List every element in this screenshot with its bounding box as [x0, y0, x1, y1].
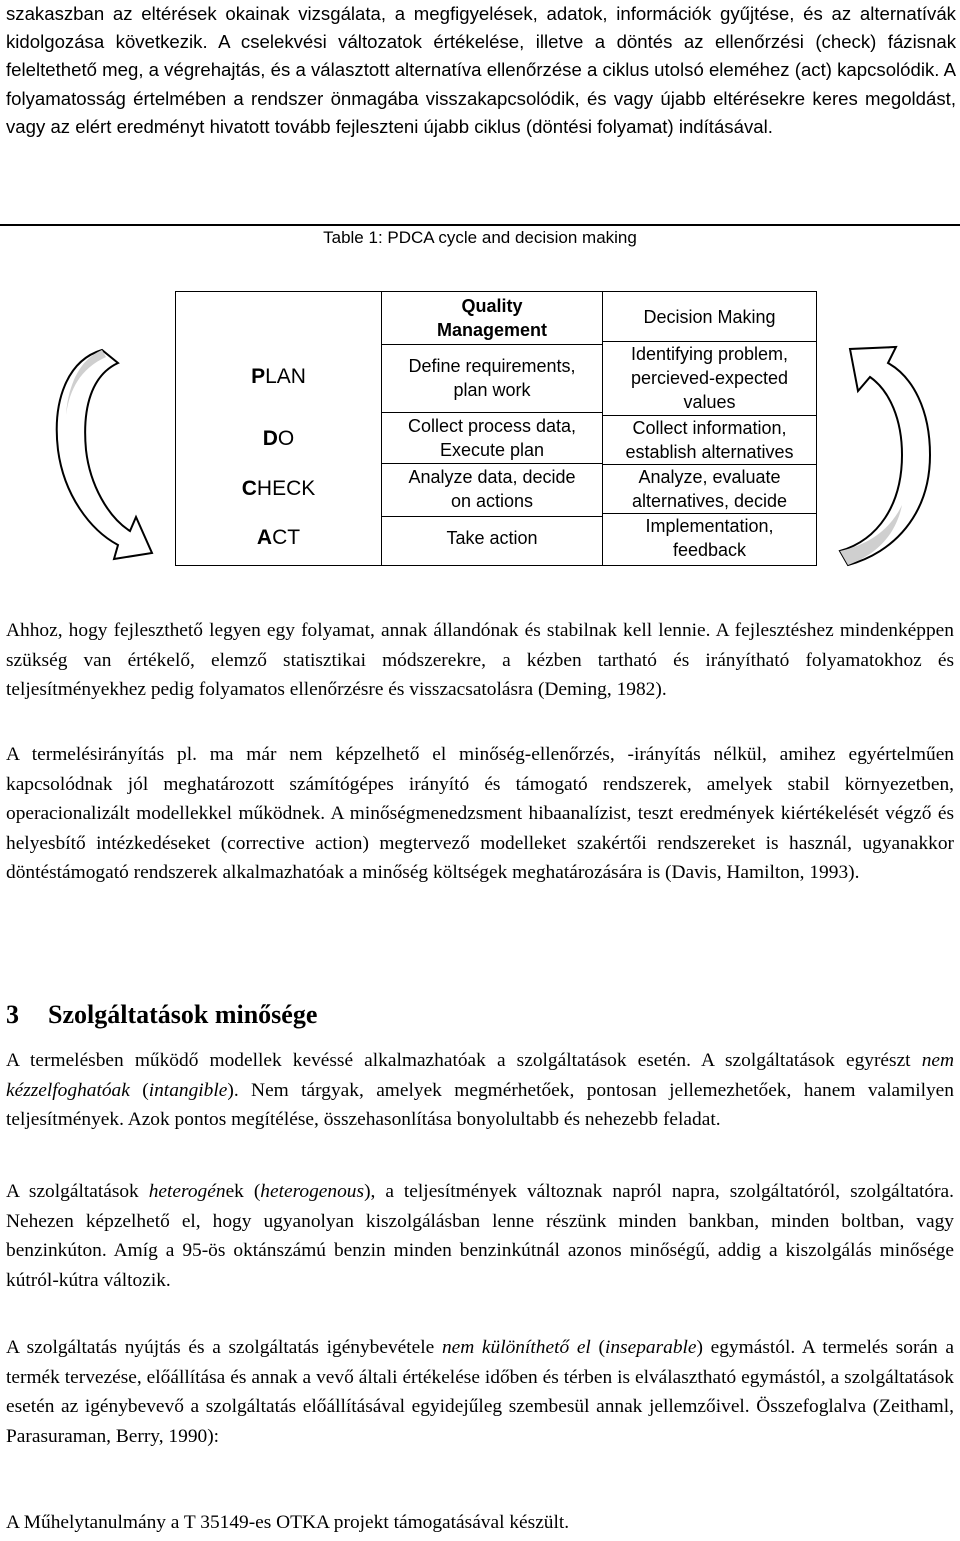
footer-note: A Műhelytanulmány a T 35149-es OTKA projekt támogatásával készült. — [6, 1512, 570, 1533]
decision-making-column — [603, 291, 817, 566]
quality-management-column — [382, 291, 603, 566]
pdca-phase-column — [175, 291, 382, 566]
qm-cell-check: Analyze data, decide on actions — [408, 467, 576, 511]
section-heading — [6, 1000, 317, 1030]
dm-cell-plan: Identifying problem, percieved-expected values — [630, 344, 789, 412]
table-caption: Table 1: PDCA cycle and decision making — [323, 228, 637, 247]
qm-cell-act: Take action — [446, 528, 538, 548]
section-title: Szolgáltatások minősége — [48, 1000, 318, 1029]
paragraph-inseparable: A szolgáltatás nyújtás és a szolgáltatás igénybevétele nem különíthető el (inseparable) egymástól. A termelés során a termék tervezése, előállítása és annak a vevő általi értékelése időben és térben is elválasztható egymástól, a szolgáltatások esetén az igénybevevő a szolgáltatás előállításával egyidejűleg szembesül annak jellemzőivel. Összefoglalva (Zeithaml, Parasuraman, Berry, 1990): — [6, 1337, 954, 1447]
phase-check: CHECK — [241, 477, 316, 500]
phase-act: ACT — [256, 526, 301, 549]
qm-cell-do: Collect process data, Execute plan — [407, 416, 577, 460]
qm-header: Quality Management — [436, 296, 548, 340]
section-number: 3 — [6, 1000, 19, 1029]
cycle-arrow-up-icon — [818, 325, 958, 575]
intro-line-rest: az alternatívák kidolgozása következik. A cselekvési változatok értékelése, illetve a döntés az ellenőrzési (check) fázisnak feleltethető meg, a végrehajtás, és a választott alternatíva ellenőrzése a ciklus utolsó eleméhez (act) kapcsolódik. A folyamatosság értelmében a rendszer önmagába visszakapcsolódik, és vagy újabb eltérésekre keres megoldást, vagy az elért eredményt hivatott tovább fejleszteni újabb ciklus (döntési folyamat) indításával. — [6, 3, 956, 137]
dm-cell-check: Analyze, evaluate alternatives, decide — [631, 467, 788, 511]
intro-paragraph — [6, 0, 956, 141]
paragraph-ahhoz: Ahhoz, hogy fejleszthető legyen egy folyamat, annak állandónak és stabilnak kell lennie. A fejlesztéshez mindenképpen szükség van értékelő, elemző statisztikai módszerekre, a kézben tartható és irányítható folyamatokhoz és teljesítményekhez pedig folyamatos ellenőrzésre és visszacsatolásra (Deming, 1982). — [6, 620, 954, 700]
paragraph-termelesiranyitas: A termelésirányítás pl. ma már nem képzelhető el minőség-ellenőrzés, -irányítás nélkül, amihez egyértelműen kapcsolódnak jól meghatározott számítógépes irányító és támogató rendszerek, amelyek stabil környezetben, operacionalizált modellekkel működnek. A minőségmenedzsment hibaanalízist, teszt eredmények kiértékelését végző és helyesbítő intézkedéseket (corrective action) megtervező modelleket szakértői rendszereket is használ, ugyanakkor döntéstámogató rendszerek alkalmazhatóak a minőség költségek meghatározására is (Davis, Hamilton, 1993). — [6, 744, 954, 883]
table-top-rule — [0, 224, 960, 226]
paragraph-intangible: A termelésben működő modellek kevéssé alkalmazhatóak a szolgáltatások esetén. A szolgáltatások egyrészt nem kézzelfoghatóak (intangible). Nem tárgyak, amelyek megmérhetőek, pontosan jellemezhetőek, hanem valamilyen teljesítmények. Azok pontos megítélése, összehasonlítása bonyolultabb és nehezebb feladat. — [6, 1050, 954, 1130]
qm-cell-plan: Define requirements, plan work — [408, 356, 576, 400]
phase-plan: PLAN — [251, 365, 306, 388]
dm-cell-act: Implementation, feedback — [645, 516, 774, 560]
dm-cell-do: Collect information, establish alternatives — [625, 418, 794, 462]
intro-line-1: szakaszban az eltérések okainak vizsgálata, a megfigyelések, adatok, információk gyűjtése, és — [6, 3, 823, 24]
dm-header: Decision Making — [643, 307, 776, 327]
phase-do: DO — [262, 427, 295, 450]
paragraph-heterogen: A szolgáltatások heterogének (heterogenous), a teljesítmények változnak napról napra, szolgáltatóról, szolgáltatóra. Nehezen képzelhető el, hogy ugyanolyan kiszolgálásban lenne részünk minden bankban, minden boltban, vagy benzinkúton. Amíg a 95-ös oktánszámú benzin minden benzinkútnál azonos minőségű, addig a kiszolgálás minősége kútról-kútra változik. — [6, 1181, 954, 1291]
cycle-arrow-down-icon — [40, 345, 160, 580]
